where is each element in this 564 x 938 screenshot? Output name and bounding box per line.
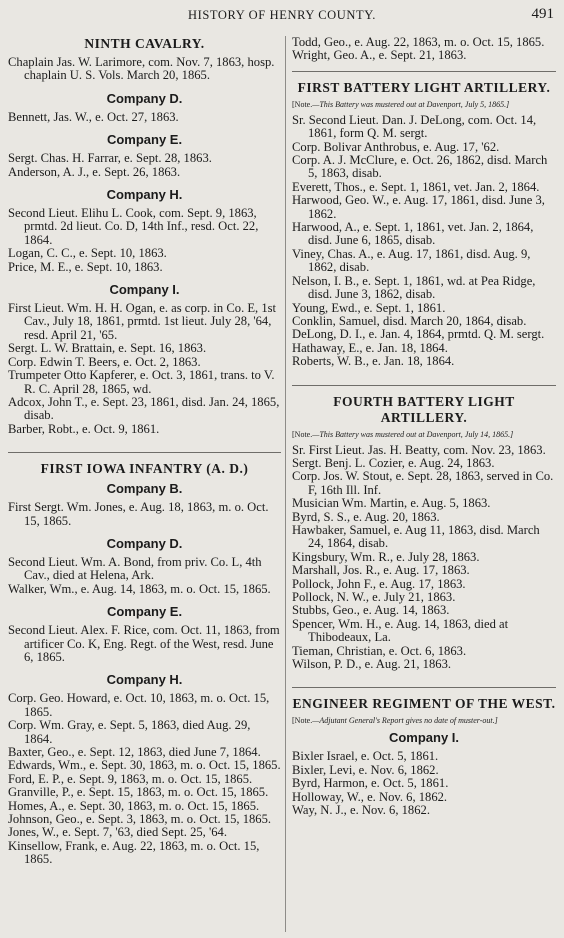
roster-entry: Baxter, Geo., e. Sept. 12, 1863, died June 7, 1864. bbox=[8, 745, 261, 759]
company-heading: Company H. bbox=[106, 672, 183, 688]
roster-entry: Tieman, Christian, e. Oct. 6, 1863. bbox=[292, 643, 467, 658]
roster-list bbox=[8, 207, 281, 274]
roster-entry: Bixler, Levi, e. Nov. 6, 1862. bbox=[292, 762, 439, 777]
section-title: FOURTH BATTERY LIGHT ARTILLERY. bbox=[333, 393, 515, 425]
roster-entry: Sr. Second Lieut. Dan. J. DeLong, com. Oct. 14, 1861, form Q. M. sergt. bbox=[292, 112, 537, 141]
company-heading: Company E. bbox=[106, 604, 183, 620]
roster-entry: Pollock, John F., e. Aug. 17, 1863. bbox=[292, 576, 466, 591]
roster-entry: Granville, P., e. Sept. 15, 1863, m. o. Oct. 15, 1865. bbox=[8, 785, 269, 800]
roster-entry: Corp. Geo. Howard, e. Oct. 10, 1863, m. o. Oct. 15, 1865. bbox=[8, 691, 270, 719]
running-head bbox=[0, 6, 564, 26]
roster-list bbox=[8, 501, 281, 528]
roster-entry: Byrd, S. S., e. Aug. 20, 1863. bbox=[292, 509, 440, 524]
section-title: FIRST IOWA INFANTRY (A. D.) bbox=[40, 461, 249, 477]
roster-entry: Anderson, A. J., e. Sept. 26, 1863. bbox=[8, 164, 181, 179]
roster-entry: Sergt. Benj. L. Cozier, e. Aug. 24, 1863. bbox=[292, 455, 495, 470]
company-heading: Company B. bbox=[106, 481, 183, 497]
roster-entry: Barber, Robt., e. Oct. 9, 1861. bbox=[8, 421, 160, 436]
roster-entry: Edwards, Wm., e. Sept. 30, 1863, m. o. Oct. 15, 1865. bbox=[8, 758, 281, 773]
roster-entry: Viney, Chas. A., e. Aug. 17, 1861, disd. Aug. 9, 1862, disab. bbox=[292, 246, 531, 275]
roster-entry: Conklin, Samuel, disd. March 20, 1864, disab. bbox=[292, 313, 527, 328]
roster-entry: Bennett, Jas. W., e. Oct. 27, 1863. bbox=[8, 109, 179, 124]
roster-entry: Corp. Jos. W. Stout, e. Sept. 28, 1863, served in Co. F, 16th Ill. Inf. bbox=[292, 469, 554, 497]
roster-entry: DeLong, D. I., e. Jan. 4, 1864, prmtd. Q. M. sergt. bbox=[292, 327, 545, 342]
roster-entry: Harwood, A., e. Sept. 1, 1861, vet. Jan. 2, 1864, disd. June 6, 1865, disab. bbox=[292, 220, 534, 248]
roster-entry: Chaplain Jas. W. Larimore, com. Nov. 7, 1863, hosp. chaplain U. S. Vols. March 20, 1865. bbox=[8, 55, 275, 83]
note-text: —This Battery was mustered out at Davenport, July 14, 1865.] bbox=[312, 429, 514, 439]
roster-entry: Marshall, Jos. R., e. Aug. 17, 1863. bbox=[292, 563, 470, 578]
roster-entry: Sergt. Chas. H. Farrar, e. Sept. 28, 1863. bbox=[8, 151, 212, 166]
editorial-note bbox=[292, 430, 556, 440]
roster-entry: Ford, E. P., e. Sept. 9, 1863, m. o. Oct. 15, 1865. bbox=[8, 771, 253, 786]
company-heading: Company I. bbox=[109, 282, 180, 298]
roster-entry: Homes, A., e. Sept. 30, 1863, m. o. Oct. 15, 1865. bbox=[8, 798, 260, 813]
roster-entry: Hawbaker, Samuel, e. Aug 11, 1863, disd. March 24, 1864, disab. bbox=[292, 522, 540, 551]
section-title: FIRST BATTERY LIGHT ARTILLERY. bbox=[297, 79, 551, 95]
roster-entry: Everett, Thos., e. Sept. 1, 1861, vet. Jan. 2, 1864. bbox=[292, 179, 540, 194]
editorial-note bbox=[292, 716, 556, 726]
roster-list bbox=[8, 152, 281, 179]
roster-list bbox=[8, 302, 281, 436]
company-heading: Company I. bbox=[388, 730, 460, 746]
roster-entry: First Lieut. Wm. H. H. Ogan, e. as corp. in Co. E, 1st Cav., July 18, 1861, prmtd. 1st lieut. July 28, '64, resd. April 21, '65. bbox=[8, 301, 277, 342]
roster-entry: Bixler Israel, e. Oct. 5, 1861. bbox=[292, 749, 439, 764]
roster-entry: Second Lieut. Alex. F. Rice, com. Oct. 11, 1863, from artificer Co. K, Eng. Regt. of the West, resd. June 6, 1865. bbox=[8, 623, 280, 664]
editorial-note bbox=[292, 100, 556, 110]
page-number: 491 bbox=[531, 6, 554, 22]
section-title: ENGINEER REGIMENT OF THE WEST. bbox=[292, 696, 556, 712]
roster-entry: Holloway, W., e. Nov. 6, 1862. bbox=[292, 789, 448, 804]
roster-entry: Corp. Wm. Gray, e. Sept. 5, 1863, died Aug. 29, 1864. bbox=[8, 718, 251, 746]
roster-list bbox=[8, 111, 281, 124]
roster-entry: Young, Ewd., e. Sept. 1, 1861. bbox=[292, 300, 446, 315]
running-title: HISTORY OF HENRY COUNTY. bbox=[187, 8, 377, 22]
company-heading: Company D. bbox=[106, 535, 183, 551]
note-label: [Note. bbox=[292, 99, 313, 109]
roster-entry: Walker, Wm., e. Aug. 14, 1863, m. o. Oct. 15, 1865. bbox=[8, 581, 271, 596]
roster-entry: First Sergt. Wm. Jones, e. Aug. 18, 1863, m. o. Oct. 15, 1865. bbox=[8, 500, 269, 528]
company-heading: Company H. bbox=[106, 187, 183, 203]
roster-list bbox=[292, 114, 556, 369]
roster-entry: Byrd, Harmon, e. Oct. 5, 1861. bbox=[292, 776, 449, 791]
roster-entry: Todd, Geo., e. Aug. 22, 1863, m. o. Oct. 15, 1865. bbox=[292, 35, 545, 49]
section-title: NINTH CAVALRY. bbox=[84, 36, 205, 51]
roster-entry: Jones, W., e. Sept. 7, '63, died Sept. 25, '64. bbox=[8, 825, 227, 840]
roster-list bbox=[292, 750, 556, 817]
roster-entry: Nelson, I. B., e. Sept. 1, 1861, wd. at Pea Ridge, disd. June 3, 1862, disab. bbox=[292, 273, 536, 302]
roster-list bbox=[292, 36, 556, 63]
roster-entry: Adcox, John T., e. Sept. 23, 1861, disd. Jan. 24, 1865, disab. bbox=[8, 394, 280, 423]
roster-list bbox=[8, 692, 281, 866]
roster-entry: Way, N. J., e. Nov. 6, 1862. bbox=[292, 803, 430, 818]
roster-list bbox=[292, 444, 556, 672]
left-column bbox=[8, 36, 281, 867]
note-text: —Adjutant General's Report gives no date of muster-out.] bbox=[312, 716, 498, 726]
roster-entry: Price, M. E., e. Sept. 10, 1863. bbox=[8, 259, 163, 274]
roster-entry: Trumpeter Otto Kapferer, e. Oct. 3, 1861, trans. to V. R. C. April 28, 1865, wd. bbox=[8, 368, 275, 396]
roster-entry: Second Lieut. Wm. A. Bond, from priv. Co. L, 4th Cav., died at Helena, Ark. bbox=[8, 554, 262, 583]
roster-entry: Roberts, W. B., e. Jan. 18, 1864. bbox=[292, 354, 455, 369]
roster-entry: Logan, C. C., e. Sept. 10, 1863. bbox=[8, 246, 167, 261]
roster-entry: Harwood, Geo. W., e. Aug. 17, 1861, disd. June 3, 1862. bbox=[292, 193, 545, 221]
roster-entry: Hathaway, E., e. Jan. 18, 1864. bbox=[292, 340, 448, 355]
roster-entry: Kinsellow, Frank, e. Aug. 22, 1863, m. o. Oct. 15, 1865. bbox=[8, 838, 260, 867]
roster-entry: Sergt. L. W. Brattain, e. Sept. 16, 1863. bbox=[8, 341, 207, 356]
roster-entry: Musician Wm. Martin, e. Aug. 5, 1863. bbox=[292, 496, 491, 511]
note-text: —This Battery was mustered out at Davenport, July 5, 1865.] bbox=[312, 99, 510, 109]
column-divider bbox=[285, 36, 286, 932]
roster-entry: Sr. First Lieut. Jas. H. Beatty, com. Nov. 23, 1863. bbox=[292, 442, 546, 457]
right-column bbox=[292, 36, 556, 817]
roster-entry: Wright, Geo. A., e. Sept. 21, 1863. bbox=[292, 48, 467, 63]
company-heading: Company D. bbox=[106, 90, 183, 106]
roster-entry: Johnson, Geo., e. Sept. 3, 1863, m. o. Oct. 15, 1865. bbox=[8, 812, 272, 827]
note-label: [Note. bbox=[292, 716, 313, 726]
roster-entry: Corp. A. J. McClure, e. Oct. 26, 1862, disd. March 5, 1863, disab. bbox=[292, 153, 548, 181]
roster-entry: Second Lieut. Elihu L. Cook, com. Sept. 9, 1863, prmtd. 2d lieut. Co. D, 14th Inf., resd. Oct. 22, 1864. bbox=[8, 206, 259, 247]
roster-entry: Kingsbury, Wm. R., e. July 28, 1863. bbox=[292, 549, 480, 564]
roster-entry: Wilson, P. D., e. Aug. 21, 1863. bbox=[292, 657, 452, 672]
roster-entry: Spencer, Wm. H., e. Aug. 14, 1863, died at Thibodeaux, La. bbox=[292, 616, 509, 645]
roster-entry: Pollock, N. W., e. July 21, 1863. bbox=[292, 590, 456, 604]
roster-list bbox=[8, 556, 281, 596]
roster-entry: Corp. Edwin T. Beers, e. Oct. 2, 1863. bbox=[8, 354, 201, 369]
roster-entry: Corp. Bolivar Anthrobus, e. Aug. 17, '62. bbox=[292, 139, 500, 154]
roster-list bbox=[8, 624, 281, 664]
company-heading: Company E. bbox=[106, 132, 183, 148]
note-label: [Note. bbox=[292, 429, 313, 439]
roster-entry: Stubbs, Geo., e. Aug. 14, 1863. bbox=[292, 603, 450, 618]
